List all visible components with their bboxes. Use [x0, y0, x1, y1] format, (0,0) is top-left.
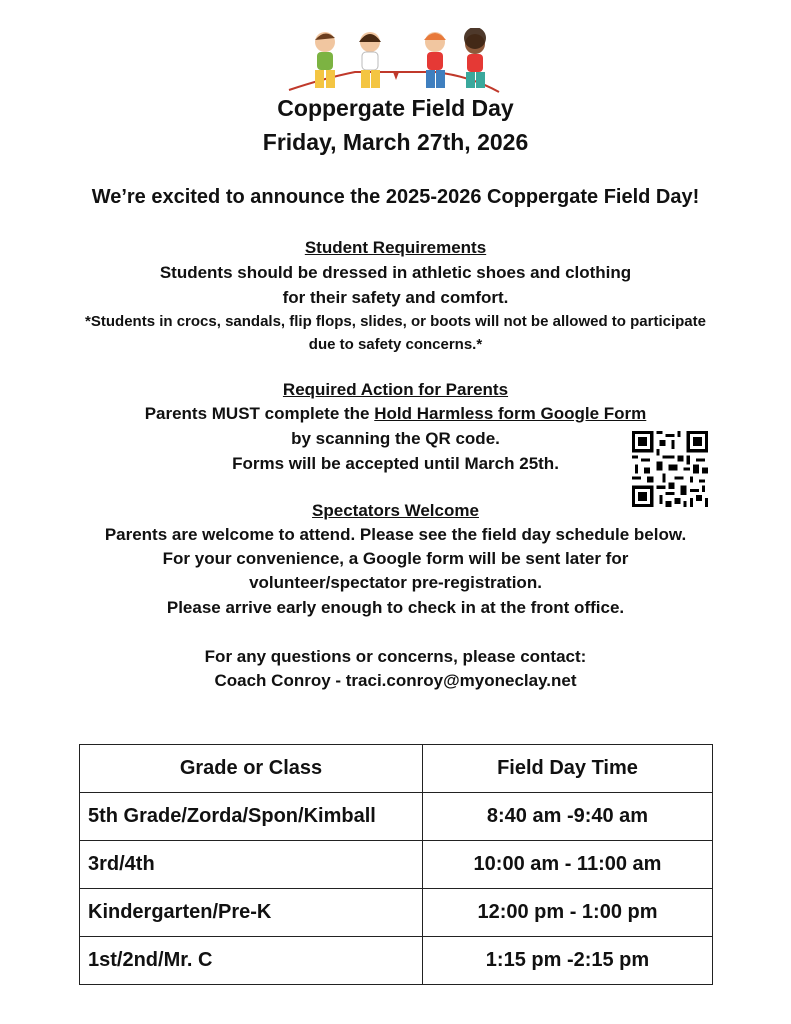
time-cell: 10:00 am - 11:00 am: [423, 841, 713, 889]
table-row: [80, 889, 713, 937]
table-row: [80, 793, 713, 841]
contact-line-1: For any questions or concerns, please contact:: [204, 647, 587, 666]
student-requirements-heading: Student Requirements: [304, 238, 487, 257]
announcement: We’re excited to announce the 2025-2026 Coppergate Field Day!: [91, 186, 700, 208]
contact-line-2: Coach Conroy - traci.conroy@myoneclay.net: [214, 671, 577, 690]
spectators-line-2: For your convenience, a Google form will be sent later for: [162, 549, 629, 568]
requirements-note-2: due to safety concerns.*: [308, 336, 483, 353]
grade-cell: 5th Grade/Zorda/Spon/Kimball: [80, 793, 423, 841]
grade-cell: Kindergarten/Pre-K: [80, 889, 423, 937]
event-title: Coppergate Field Day: [277, 95, 514, 121]
parent-action-line-2: by scanning the QR code.: [291, 429, 500, 448]
parent-action-heading: Required Action for Parents: [282, 380, 509, 399]
event-date: Friday, March 27th, 2026: [262, 129, 529, 155]
requirements-line-2: for their safety and comfort.: [282, 288, 509, 307]
grade-column-header: Grade or Class: [80, 745, 423, 793]
hold-harmless-form-link[interactable]: Hold Harmless form Google Form: [374, 404, 647, 423]
time-cell: 8:40 am -9:40 am: [423, 793, 713, 841]
tug-of-war-illustration: [285, 28, 505, 100]
time-column-header: Field Day Time: [423, 745, 713, 793]
grade-cell: 3rd/4th: [80, 841, 423, 889]
time-cell: 12:00 pm - 1:00 pm: [423, 889, 713, 937]
table-row: [80, 841, 713, 889]
schedule-table: [79, 744, 713, 985]
spectators-line-1: Parents are welcome to attend. Please see the field day schedule below.: [104, 525, 687, 544]
table-row: [80, 937, 713, 985]
grade-cell: 1st/2nd/Mr. C: [80, 937, 423, 985]
qr-code[interactable]: [632, 431, 708, 507]
parent-action-line-1: [0, 404, 791, 424]
time-cell: 1:15 pm -2:15 pm: [423, 937, 713, 985]
spectators-heading: Spectators Welcome: [312, 501, 479, 520]
spectators-line-3: volunteer/spectator pre-registration.: [249, 573, 542, 592]
parent-action-line-3: Forms will be accepted until March 25th.: [232, 454, 559, 473]
spectators-line-4: Please arrive early enough to check in at the front office.: [166, 598, 625, 617]
table-header-row: [80, 745, 713, 793]
requirements-line-1: Students should be dressed in athletic shoes and clothing: [159, 263, 632, 282]
requirements-note-1: *Students in crocs, sandals, flip flops, slides, or boots will not be allowed to participate: [85, 313, 706, 330]
parent-action-prefix: Parents MUST complete the: [144, 404, 375, 423]
